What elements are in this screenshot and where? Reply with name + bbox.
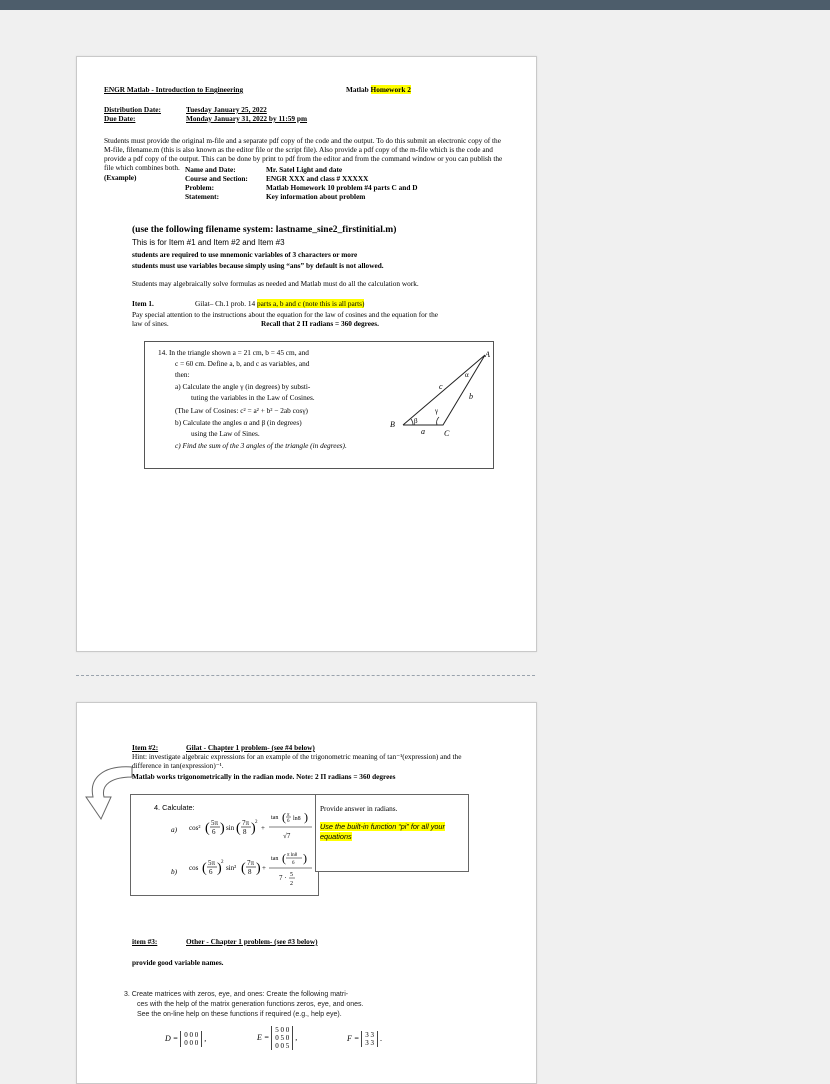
example-label: (Example) [104,173,137,182]
header-homework-highlight: Homework 2 [370,85,411,94]
header-homework-title [346,85,411,94]
example-statement-value: Key information about problem [266,192,366,201]
matrix-F-row: 3 3 [365,1031,375,1039]
svg-text:): ) [217,861,222,876]
matrix-D-row: 0 0 0 [184,1039,199,1047]
side-b-label: b [469,392,473,401]
triangle-edges [403,355,485,425]
svg-text:(: ( [202,861,207,876]
p14-line2: c = 60 cm. Define a, b, and c as variables, and [175,359,310,368]
example-name-value: Mr. Satel Light and date [266,165,343,174]
header-homework-prefix: Matlab [346,85,371,94]
svg-text:+: + [261,824,265,832]
filename-rule: (use the following filename system: lastname_sine2_firstinitial.m) [132,225,397,235]
gamma-arc [437,417,439,425]
svg-text:tan: tan [271,856,279,862]
item1-recall: Recall that 2 Π radians = 360 degrees. [261,319,379,328]
example-problem-label: Problem: [185,183,215,192]
svg-text:8: 8 [243,828,247,836]
svg-text:2: 2 [221,860,224,865]
pi-note-text: Use the built-in function “pi” for all your equations [320,822,445,841]
item1-hint: Pay special attention to the instructions about the equation for the law of cosines and the equation for the law of sines. [132,310,438,328]
svg-text:6: 6 [287,819,290,824]
example-course-value: ENGR XXX and class # XXXXX [266,174,369,183]
header-course-title: ENGR Matlab - Introduction to Engineering [104,85,244,94]
p3-line1: 3. Create matrices with zeros, eye, and ones: Create the following matri- [124,991,349,998]
matrix-E: E = 5 0 0 0 5 0 0 0 5 , [257,1026,298,1050]
equation-b [189,847,314,893]
document-page-2 [76,702,537,1084]
radian-note: Matlab works trigonometrically in the radian mode. Note: 2 Π radians = 360 degrees [132,772,396,781]
p14-part-b-2: using the Law of Sines. [191,429,260,438]
page-break-divider [76,675,535,676]
svg-text:5π: 5π [208,859,216,867]
example-course-label: Course and Section: [185,174,248,183]
curved-arrow-icon [77,759,137,829]
matrix-E-label: E = [257,1032,270,1042]
item1-label: Item 1. [132,299,154,308]
matrix-E-row: 0 5 0 [275,1034,290,1042]
distribution-date-value: Tuesday January 25, 2022 [186,105,267,114]
submission-instructions: Students must provide the original m-file and a separate pdf copy of the code and the output. To do this submit an electronic copy of the M-file, filename.m (this is also known as the editor file or the script file). Also provide a pdf copy of the m-file which is the code and provide a pdf copy of the output. This can be done by print to pdf from the editor and from the command window or you can publish the file which combines both. [104,136,503,172]
problem-3-text [124,990,363,1020]
vertex-A-label: A [485,350,490,359]
p14-part-c: c) Find the sum of the 3 angles of the triangle (in degrees). [175,441,347,450]
item2-title: Gilat - Chapter 1 problem- (see #4 below) [186,743,315,752]
matrix-D-row: 0 0 0 [184,1031,199,1039]
svg-text:): ) [303,851,307,865]
vertex-C-label: C [444,429,450,438]
svg-text:): ) [251,821,256,836]
matrix-F-label: F = [347,1033,360,1043]
svg-text:(: ( [282,810,286,824]
svg-text:): ) [256,861,261,876]
svg-text:(: ( [241,861,246,876]
svg-text:(: ( [282,851,286,865]
svg-text:sin: sin [226,824,235,832]
item3-label: item #3: [132,937,158,946]
example-problem-value: Matlab Homework 10 problem #4 parts C and D [266,183,418,192]
side-c-label: c [439,382,443,391]
matrix-D-label: D = [165,1033,179,1043]
due-date-label: Due Date: [104,114,136,123]
svg-text:(: ( [205,821,210,836]
matrix-D-values [180,1031,202,1047]
svg-text:+: + [262,864,266,872]
svg-text:cos: cos [189,864,199,872]
gamma-label: γ [435,407,439,415]
beta-arc [411,419,413,425]
matrix-F-row: 3 3 [365,1039,375,1047]
svg-text:tan: tan [271,815,279,821]
window-top-bar [0,0,830,10]
svg-text:5π: 5π [211,819,219,827]
svg-text:sin²: sin² [226,864,237,872]
svg-text:): ) [304,810,308,824]
item2-label: Item #2: [132,743,159,752]
answer-note-box [315,794,469,872]
algebra-note: Students may algebraically solve formulas as needed and Matlab must do all the calculation work. [132,279,419,288]
matrix-F: F = 3 3 3 3 . [347,1031,383,1047]
p3-line3: See the on-line help on these functions if required (e.g., help eye). [137,1011,342,1018]
example-statement-label: Statement: [185,192,220,201]
svg-text:8: 8 [248,868,252,876]
svg-text:6: 6 [292,861,295,866]
svg-text:ln8: ln8 [293,816,301,822]
alpha-label: α [465,371,469,379]
svg-text:6: 6 [209,868,213,876]
vertex-B-label: B [390,420,395,429]
p3-line2: ces with the help of the matrix generation functions zeros, eye, and ones. [137,1001,364,1008]
distribution-date-label: Distribution Date: [104,105,161,114]
svg-text:π ln8: π ln8 [287,853,298,858]
svg-text:(: ( [236,821,241,836]
svg-text:√7: √7 [283,832,291,840]
problem-14-box [144,341,494,469]
calc-label: 4. Calculate: [154,803,195,812]
svg-text:7π: 7π [242,819,250,827]
document-page-1 [76,56,537,652]
mnemonic-note: students are required to use mnemonic variables of 3 characters or more [132,250,358,259]
svg-text:): ) [220,821,225,836]
answer-note: Provide answer in radians. [320,804,398,813]
svg-text:7 ·: 7 · [279,874,287,882]
pi-note [320,822,464,842]
p14-cosine-law: (The Law of Cosines: c² = a² + b² − 2ab cosγ) [175,406,308,415]
equation-a [189,809,314,851]
svg-text:6: 6 [212,828,216,836]
matrix-E-values [271,1026,293,1050]
example-name-label: Name and Date: [185,165,236,174]
beta-label: β [414,417,418,425]
item1-text: Gilat– Ch.1 prob. 14 [195,299,256,308]
due-date-value: Monday January 31, 2022 by 11:59 pm [186,114,308,123]
item3-title: Other - Chapter 1 problem- (see #3 below) [186,937,318,946]
p14-part-b-1: b) Calculate the angles α and β (in degrees) [175,418,302,427]
svg-text:cos²: cos² [189,824,201,832]
variable-names-note: provide good variable names. [132,958,224,967]
part-a-label: a) [171,825,178,834]
svg-text:5: 5 [290,872,293,878]
items-note: This is for Item #1 and Item #2 and Item #3 [132,238,285,247]
matrix-E-row: 0 0 5 [275,1042,290,1050]
p14-part-a-1: a) Calculate the angle γ (in degrees) by substi- [175,382,311,391]
matrix-F-values [361,1031,378,1047]
matrix-E-row: 5 0 0 [275,1026,290,1034]
ans-note: students must use variables because simply using “ans” by default is not allowed. [132,261,384,270]
side-a-label: a [421,427,425,436]
problem-4-box [130,794,319,896]
item2-hint: Hint: investigate algebraic expressions for an example of the trigonometric meaning of tan⁻¹(expression) and the difference in tan(expression)⁻¹. [132,752,462,770]
item1-title [195,299,364,308]
p14-line1: 14. In the triangle shown a = 21 cm, b = 45 cm, and [158,348,309,357]
part-b-label: b) [171,867,178,876]
svg-text:7π: 7π [247,859,255,867]
svg-text:2: 2 [290,881,293,887]
svg-text:π: π [287,813,290,818]
svg-text:2: 2 [255,820,258,825]
p14-line3: then: [175,370,190,379]
item1-highlight: parts a, b and c (note this is all parts) [257,299,365,308]
p14-part-a-2: tuting the variables in the Law of Cosines. [191,393,315,402]
matrix-D: D = 0 0 0 0 0 0 , [165,1031,207,1047]
triangle-diagram [381,347,491,438]
